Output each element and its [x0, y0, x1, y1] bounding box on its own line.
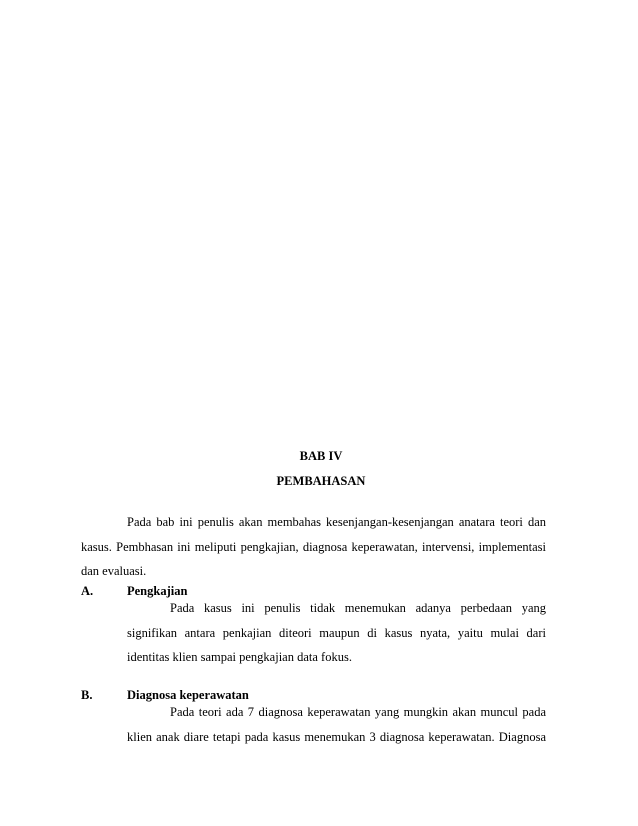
section-a-body: Pada kasus ini penulis tidak menemukan adanya perbedaan yang signifikan antara penkajian diteori maupun di kasus nyata, yaitu mulai dari identitas klien sampai pengkajian data fokus.: [127, 601, 546, 664]
chapter-title: PEMBAHASAN: [276, 474, 366, 488]
intro-paragraph: Pada bab ini penulis akan membahas kesenjangan-kesenjangan anatara teori dan kasus. Pembhasan ini meliputi pengkajian, diagnosa keperawatan, intervensi, implementasi dan evaluasi.: [81, 515, 546, 578]
chapter-number: BAB IV: [299, 449, 343, 463]
section-b-marker: B.: [81, 688, 93, 702]
section-a-marker: A.: [81, 584, 94, 598]
section-b-title: Diagnosa keperawatan: [127, 688, 249, 702]
section-b-body: Pada teori ada 7 diagnosa keperawatan yang mungkin akan muncul pada klien anak diare tetapi pada kasus menemukan 3 diagnosa keperawatan. Diagnosa: [127, 705, 546, 744]
section-a-title: Pengkajian: [127, 584, 188, 598]
